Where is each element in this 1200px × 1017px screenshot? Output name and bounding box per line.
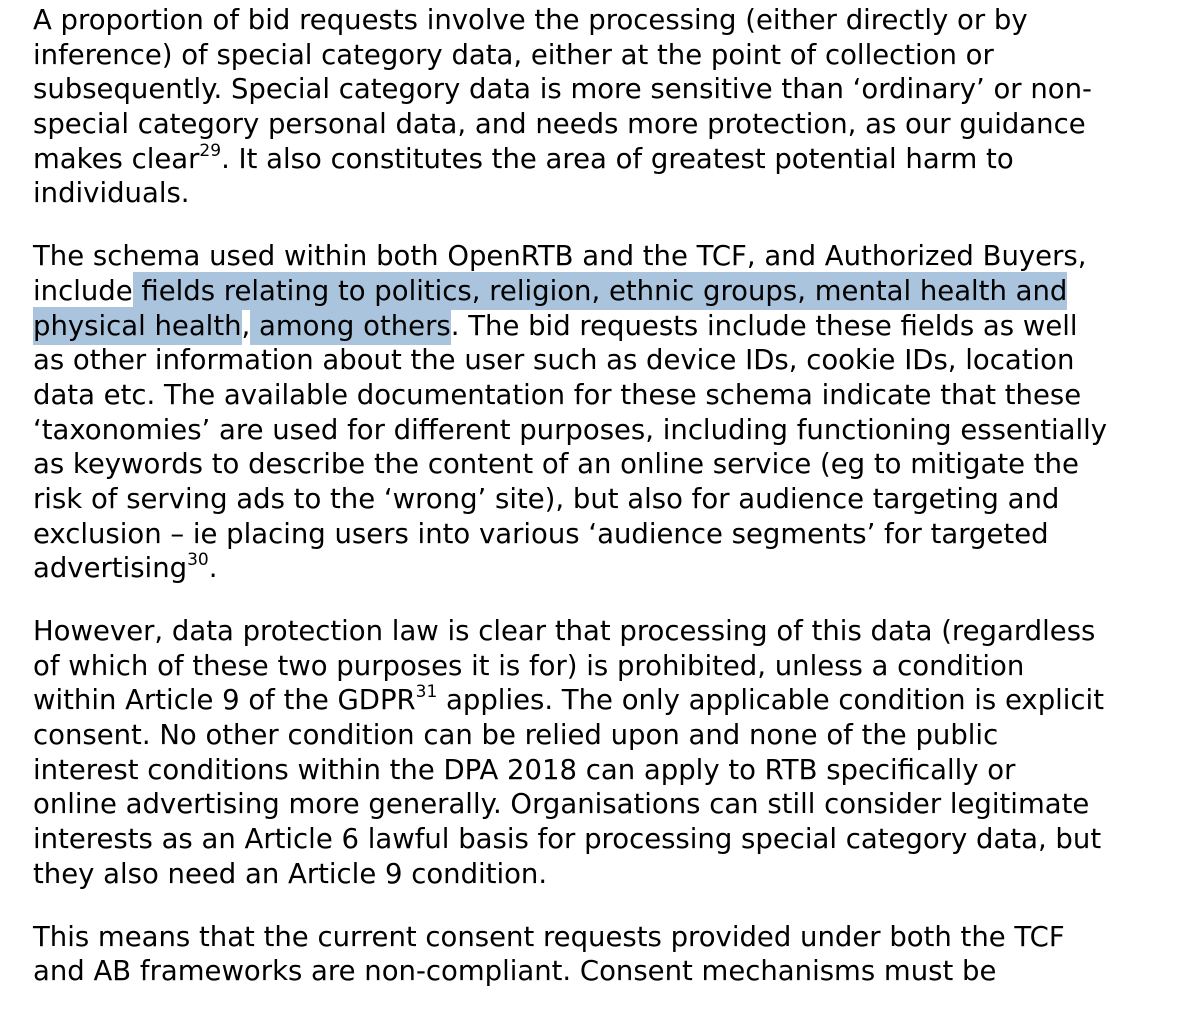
text-run: within Article 9 of the GDPR: [33, 684, 416, 717]
text-line: as other information about the user such as device IDs, cookie IDs, location: [33, 344, 1075, 377]
text-line: individuals.: [33, 177, 190, 210]
text-line: risk of serving ads to the ‘wrong’ site), but also for audience targeting and: [33, 482, 1060, 515]
text-line: data etc. The available documentation for these schema indicate that these: [33, 378, 1082, 411]
text-run: applies. The only applicable condition is explicit: [437, 684, 1104, 717]
text-line: subsequently. Special category data is more sensitive than ‘ordinary’ or non-: [33, 73, 1092, 106]
text-line: However, data protection law is clear that processing of this data (regardless: [33, 615, 1096, 647]
text-line: they also need an Article 9 condition.: [33, 857, 548, 890]
text-line: consent. No other condition can be relied upon and none of the public: [33, 719, 999, 752]
paragraph-special-category: [33, 3, 1163, 211]
text-line: [33, 551, 1163, 586]
text-line: of which of these two purposes it is for) is prohibited, unless a condition: [33, 649, 1025, 682]
text-line: [33, 142, 1163, 177]
text-line: exclusion – ie placing users into various ‘audience segments’ for targeted: [33, 517, 1049, 550]
text-run: . It also constitutes the area of greatest potential harm to: [221, 142, 1014, 175]
text-line: A proportion of bid requests involve the processing (either directly or by: [33, 4, 1028, 36]
paragraph-consent-requests: [33, 920, 1163, 989]
text-line: [33, 309, 1163, 344]
footnote-ref-31[interactable]: 31: [415, 682, 438, 703]
paragraph-schema: [33, 239, 1163, 586]
text-run: makes clear: [33, 142, 200, 175]
text-line: [33, 683, 1163, 718]
text-line: ‘taxonomies’ are used for different purposes, including functioning essentially: [33, 413, 1108, 446]
text-run: include: [33, 274, 133, 307]
text-run: . The bid requests include these fields as well: [450, 309, 1078, 342]
text-run: ,: [241, 309, 251, 342]
text-line: special category personal data, and needs more protection, as our guidance: [33, 108, 1086, 141]
text-line: online advertising more generally. Organisations can still consider legitimate: [33, 788, 1090, 821]
text-line: interests as an Article 6 lawful basis for processing special category data, but: [33, 823, 1102, 856]
highlighted-text[interactable]: physical health: [33, 307, 242, 345]
document-body: [33, 3, 1163, 1017]
text-line: interest conditions within the DPA 2018 can apply to RTB specifically or: [33, 753, 1016, 786]
text-line: as keywords to describe the content of an online service (eg to mitigate the: [33, 448, 1079, 481]
text-line: [33, 274, 1163, 309]
text-run: advertising: [33, 552, 188, 585]
highlighted-text[interactable]: among others: [250, 307, 450, 345]
text-run: .: [208, 552, 218, 585]
text-line: inference) of special category data, either at the point of collection or: [33, 38, 994, 71]
paragraph-data-protection-law: [33, 614, 1163, 892]
text-line: This means that the current consent requests provided under both the TCF: [33, 920, 1065, 953]
text-line: The schema used within both OpenRTB and the TCF, and Authorized Buyers,: [33, 240, 1087, 273]
text-line: and AB frameworks are non-compliant. Consent mechanisms must be: [33, 955, 997, 988]
highlighted-text[interactable]: fields relating to politics, religion, ethnic groups, mental health and: [133, 272, 1068, 310]
footnote-ref-30[interactable]: 30: [187, 550, 209, 571]
footnote-ref-29[interactable]: 29: [199, 140, 222, 161]
